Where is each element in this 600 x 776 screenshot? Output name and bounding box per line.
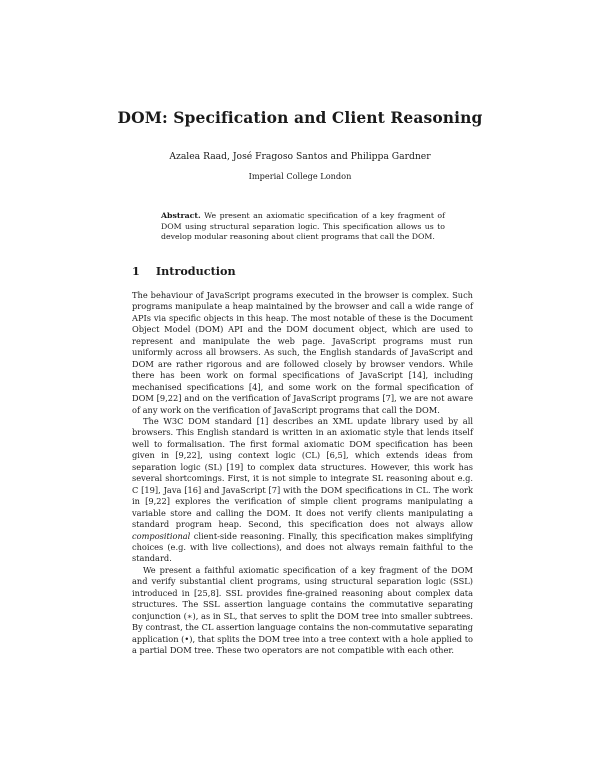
author-list: Azalea Raad, José Fragoso Santos and Philippa Gardner xyxy=(169,151,431,162)
emphasis: compositional xyxy=(132,530,191,541)
abstract-label: Abstract. xyxy=(161,211,201,220)
section-title: Introduction xyxy=(155,264,236,278)
paragraph-text: The W3C DOM standard [1] describes an XML update library used by all browsers. This English standard is written in an axiomatic style that lends itself well to formalisation. The first formal axiomatic DOM specification has been given in [9,22], using context logic (CL) [6,5], which extends ideas from separation logic (SL) [19] to complex data structures. However, this work has several shortcomings. First, it is not simple to integrate SL reasoning about e.g. C [19], Java [16] and JavaScript [7] with the DOM specifications in CL. The work in [9,22] explores the verification of simple client programs manipulating a variable store and calling the DOM. It does not verify clients manipulating a standard program heap. Second, this specification does not always allow xyxy=(132,415,473,530)
section-heading xyxy=(132,264,236,278)
section-number: 1 xyxy=(132,264,140,278)
affiliation: Imperial College London xyxy=(248,171,352,181)
paragraph: The behaviour of JavaScript programs executed in the browser is complex. Such programs manipulate a heap maintained by the browser and call a wide range of APIs via specific objects in this heap. The most notable of these is the Document Object Model (DOM) API and the DOM document object, which are used to represent and manipulate the web page. JavaScript programs must run uniformly across all browsers. As such, the English standards of JavaScript and DOM are rather rigorous and are followed closely by browser vendors. While there has been work on formal specifications of JavaScript [14], including mechanised specifications [4], and some work on the formal specification of DOM [9,22] and on the verification of JavaScript programs [7], we are not aware of any work on the verification of JavaScript programs that call the DOM. xyxy=(132,290,473,415)
paragraph-text: client-side reasoning. Finally, this specification makes simplifying choices (e.g. with live collections), and does not always remain faithful to the standard. xyxy=(132,530,473,564)
paragraph xyxy=(132,416,473,565)
paper-title: DOM: Specification and Client Reasoning xyxy=(117,108,483,127)
abstract-text: We present an axiomatic specification of a key fragment of DOM using structural separation logic. This specification allows us to develop modular reasoning about client programs that call the DOM. xyxy=(161,211,445,242)
abstract xyxy=(161,211,445,243)
body-text xyxy=(132,290,473,657)
paragraph: We present a faithful axiomatic specification of a key fragment of the DOM and verify substantial client programs, using structural separation logic (SSL) introduced in [25,8]. SSL provides fine-grained reasoning about complex data structures. The SSL assertion language contains the commutative separating conjunction (∗), as in SL, that serves to split the DOM tree into smaller subtrees. By contrast, the CL assertion language contains the non-commutative separating application (•), that splits the DOM tree into a tree context with a hole applied to a partial DOM tree. These two operators are not compatible with each other. xyxy=(132,564,473,656)
